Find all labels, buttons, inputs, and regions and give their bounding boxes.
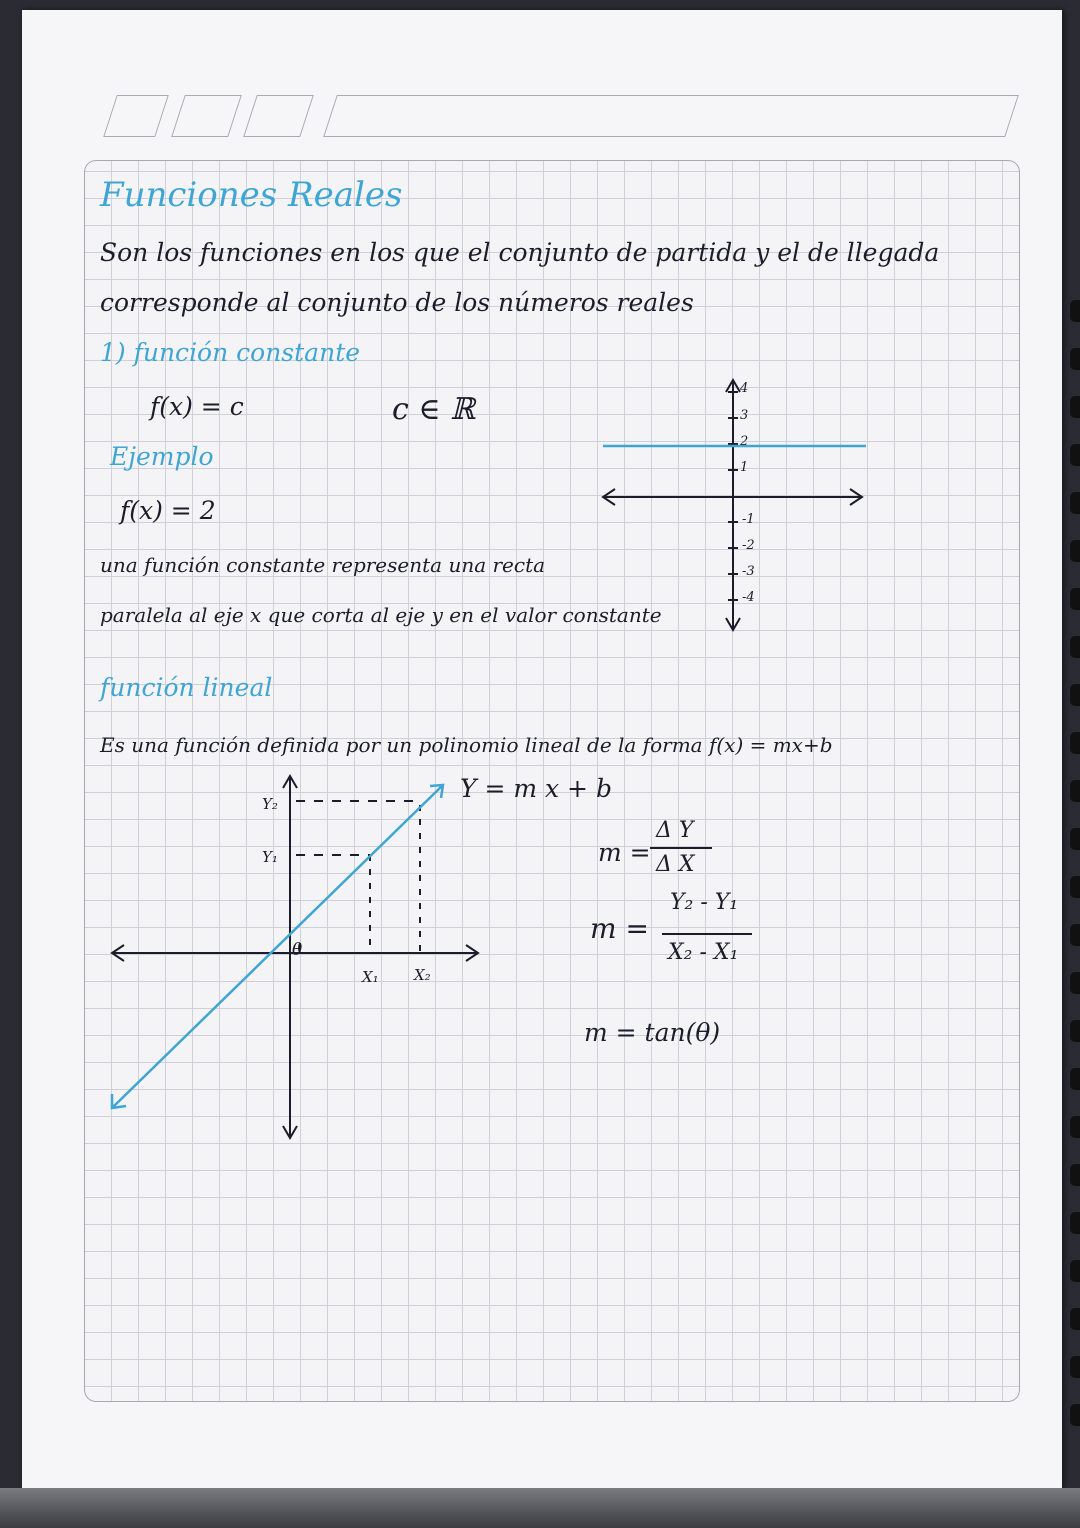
tick-label-2: 2 [740,434,749,449]
m-label-2: m = [590,912,649,945]
tick-label-neg4: -4 [742,590,755,605]
tick-label-3: 3 [740,408,749,423]
section2-title: función lineal [100,673,273,702]
linear-definition: Es una función definida por un polinomio lineal de la forma f(x) = mx+b [100,733,833,757]
definition-line-1: Son los funciones en los que el conjunto de partida y el de llegada [100,238,940,267]
m-label-1: m = [598,838,651,867]
tick-label-neg2: -2 [742,538,755,553]
tick-label-4: 4 [740,381,749,396]
section1-title: 1) función constante [100,338,361,367]
x1-label: X₁ [362,968,379,986]
explanation-line-2: paralela al eje x que corta al eje y en el valor constante [100,603,662,627]
tick-label-1: 1 [740,460,749,475]
page-heading: Funciones Reales [100,175,403,215]
explanation-line-1: una función constante representa una recta [100,553,546,577]
slope-denominator: Δ X [656,852,695,877]
linear-graph [112,776,478,1138]
domain-note: c ∈ ℝ [392,392,476,427]
tick-label-neg3: -3 [742,564,755,579]
example-formula: f(x) = 2 [120,496,216,525]
slope-numerator: Δ Y [656,818,694,843]
slope2-numerator: Y₂ - Y₁ [670,890,739,915]
y2-label: Y₂ [262,795,278,813]
constant-graph [603,380,862,630]
example-label: Ejemplo [110,442,214,471]
tick-label-neg1: -1 [742,512,755,527]
linear-line [112,785,443,1108]
x2-label: X₂ [414,966,431,984]
line-label: Y = m x + b [460,774,612,803]
constant-formula: f(x) = c [150,392,244,421]
theta-label: θ [292,940,303,960]
definition-line-2: corresponde al conjunto de los números reales [100,288,694,317]
tan-formula: m = tan(θ) [584,1018,721,1047]
y1-label: Y₁ [262,848,278,866]
slope2-denominator: X₂ - X₁ [668,940,739,965]
